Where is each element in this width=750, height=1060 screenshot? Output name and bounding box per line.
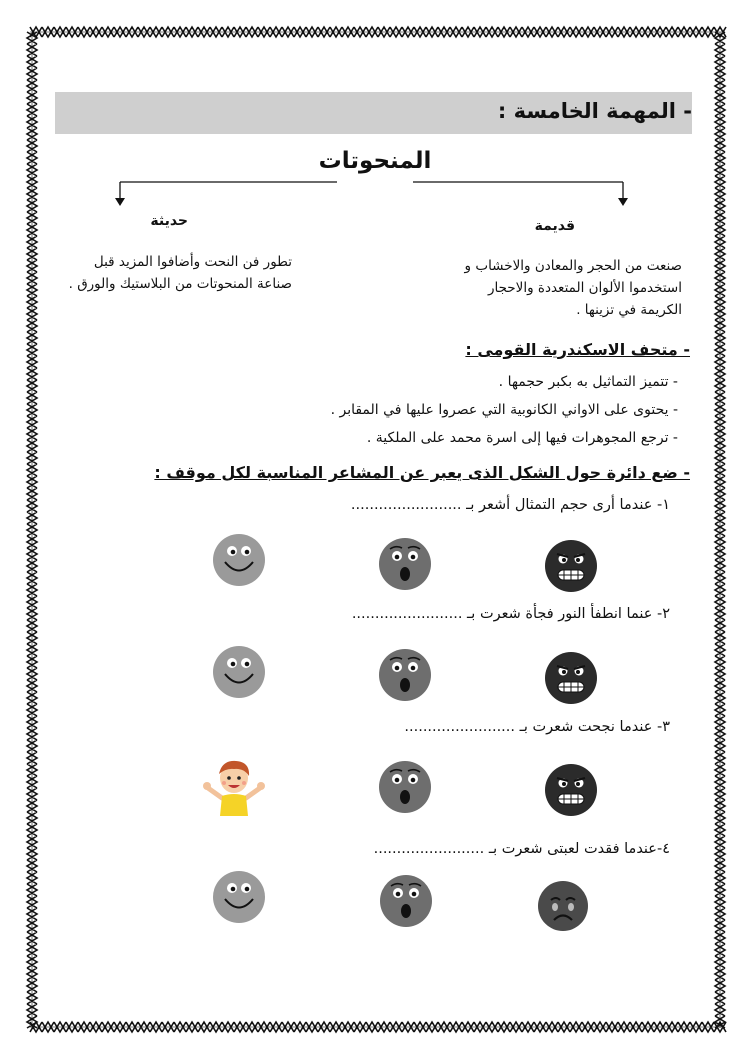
ancient-line: صنعت من الحجر والمعادن والاخشاب و xyxy=(464,258,682,274)
museum-item: - يحتوى على الاواني الكانوبية التي عصروا عليها في المقابر . xyxy=(330,402,678,418)
cheering-boy-icon[interactable] xyxy=(200,754,268,820)
ancient-line: استخدموا الألوان المتعددة والاحجار xyxy=(487,280,682,296)
arrow-down-right-icon xyxy=(618,198,628,206)
surprised-face-icon[interactable] xyxy=(379,874,433,928)
activity-title: - ضع دائرة حول الشكل الذى يعبر عن المشاعر المناسبة لكل موقف : xyxy=(154,463,690,482)
happy-face-icon[interactable] xyxy=(212,645,266,699)
answer-blank[interactable]: ........................ xyxy=(373,841,485,857)
question-2 xyxy=(352,606,670,622)
angry-face-icon[interactable] xyxy=(544,539,598,593)
branch-arrows xyxy=(0,0,750,260)
arrow-down-left-icon xyxy=(115,198,125,206)
question-text: ٣- عندما نجحت شعرت بـ xyxy=(515,719,670,735)
museum-item: - ترجع المجوهرات فيها إلى اسرة محمد على الملكية . xyxy=(366,430,678,446)
museum-item: - تتميز التماثيل به بكبر حجمها . xyxy=(498,374,678,390)
task-title: - المهمة الخامسة : xyxy=(497,99,692,123)
question-text: ٢- عنما انطفأ النور فجأة شعرت بـ xyxy=(462,606,670,622)
question-1 xyxy=(351,497,670,513)
angry-face-icon[interactable] xyxy=(544,651,598,705)
border-bottom xyxy=(30,1022,726,1032)
answer-blank[interactable]: ........................ xyxy=(351,606,463,622)
modern-line: تطور فن النحت وأضافوا المزيد قبل xyxy=(93,254,292,270)
museum-title: - متحف الاسكندرية القومى : xyxy=(465,340,690,359)
answer-blank[interactable]: ........................ xyxy=(404,719,516,735)
question-text: ١- عندما أرى حجم التمثال أشعر بـ xyxy=(461,497,670,513)
ancient-label: قديمة xyxy=(534,218,575,234)
surprised-face-icon[interactable] xyxy=(378,760,432,814)
happy-face-icon[interactable] xyxy=(212,870,266,924)
modern-line: صناعة المنحوتات من البلاستيك والورق . xyxy=(68,276,292,292)
angry-face-icon[interactable] xyxy=(544,763,598,817)
modern-description xyxy=(42,251,292,295)
question-text: ٤-عندما فقدت لعبتى شعرت بـ xyxy=(484,841,670,857)
ancient-description xyxy=(382,255,682,321)
sculptures-title: المنحوتات xyxy=(318,148,432,174)
happy-face-icon[interactable] xyxy=(212,533,266,587)
ancient-line: الكريمة في تزينها . xyxy=(576,302,682,318)
surprised-face-icon[interactable] xyxy=(378,537,432,591)
question-4 xyxy=(374,841,670,857)
surprised-face-icon[interactable] xyxy=(378,648,432,702)
answer-blank[interactable]: ........................ xyxy=(350,497,462,513)
modern-label: حديثة xyxy=(150,213,188,229)
crying-face-icon[interactable] xyxy=(537,880,589,932)
question-3 xyxy=(404,719,670,735)
